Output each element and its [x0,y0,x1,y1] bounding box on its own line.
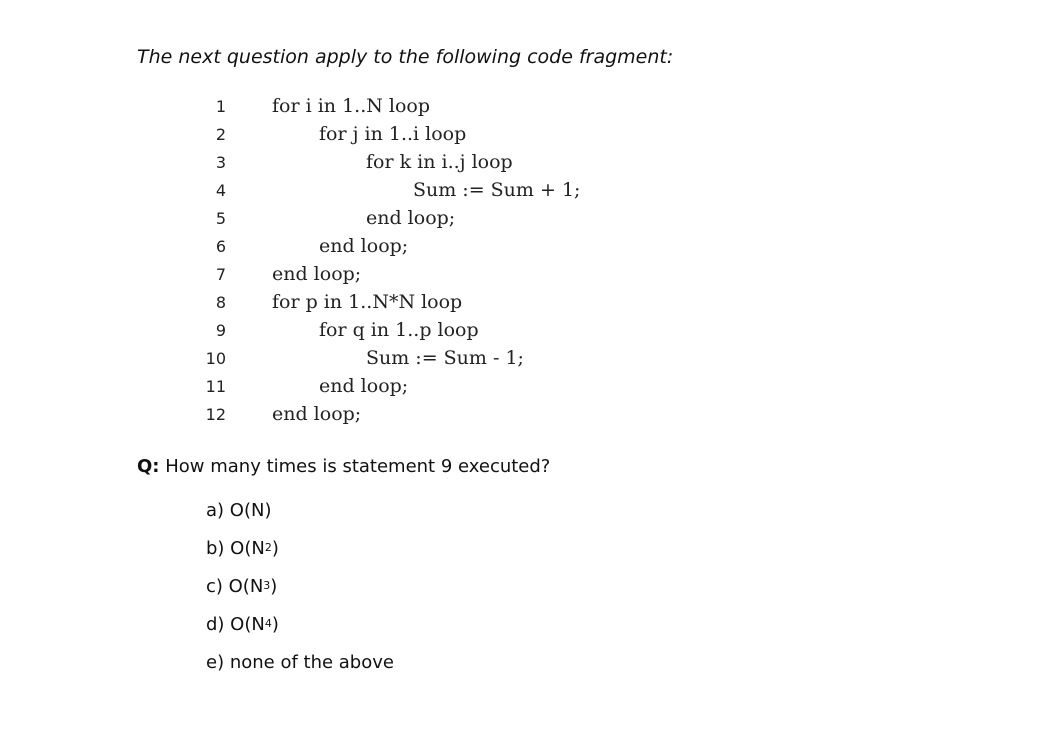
line-number: 4 [215,180,226,200]
code-line [190,148,580,176]
code-text: end loop; [366,207,456,229]
option-suffix: ) [271,613,279,635]
code-line [190,260,580,288]
line-number: 6 [215,236,226,256]
code-line [190,372,580,400]
option-text: a) O(N [206,499,265,521]
option-c: c) O(N 3 ) [206,575,278,597]
code-line [190,232,580,260]
line-number: 5 [215,208,226,228]
code-text: Sum := Sum + 1; [413,179,581,201]
question [137,456,550,477]
line-number: 10 [205,348,226,368]
question-label: Q: [137,456,160,477]
option-suffix: ) [271,537,279,559]
question-text: How many times is statement 9 executed? [165,456,551,477]
option-text: c) O(N [206,575,264,597]
line-number: 1 [215,96,226,116]
code-line [190,120,580,148]
code-text: end loop; [272,263,362,285]
option-text: b) O(N [206,537,265,559]
code-line [190,92,580,120]
code-text: end loop; [319,235,409,257]
code-line [190,316,580,344]
code-line [190,288,580,316]
line-number: 11 [205,376,226,396]
code-line [190,344,580,372]
answer-options [206,491,394,681]
code-text: for p in 1..N*N loop [272,291,463,313]
option-text: d) O(N [206,613,265,635]
line-number: 3 [215,152,226,172]
code-text: end loop; [272,403,362,425]
code-text: for k in i..j loop [366,151,513,173]
code-line [190,400,580,428]
option-suffix: ) [264,499,272,521]
code-line [190,176,580,204]
option-a [206,491,394,529]
code-fragment [190,92,580,428]
code-line [190,204,580,232]
option-e [206,643,394,681]
line-number: 2 [215,124,226,144]
line-number: 7 [215,264,226,284]
option-b: b) O(N 2 ) [206,537,279,559]
option-text: e) none of the above [206,651,394,673]
code-text: end loop; [319,375,409,397]
code-text: Sum := Sum - 1; [366,347,524,369]
code-text: for i in 1..N loop [272,95,431,117]
code-text: for q in 1..p loop [319,319,479,341]
line-number: 9 [215,320,226,340]
option-d: d) O(N 4 ) [206,613,279,635]
code-text: for j in 1..i loop [319,123,467,145]
intro-text: The next question apply to the following code fragment: [137,46,674,68]
option-suffix: ) [270,575,278,597]
line-number: 12 [205,404,226,424]
line-number: 8 [215,292,226,312]
